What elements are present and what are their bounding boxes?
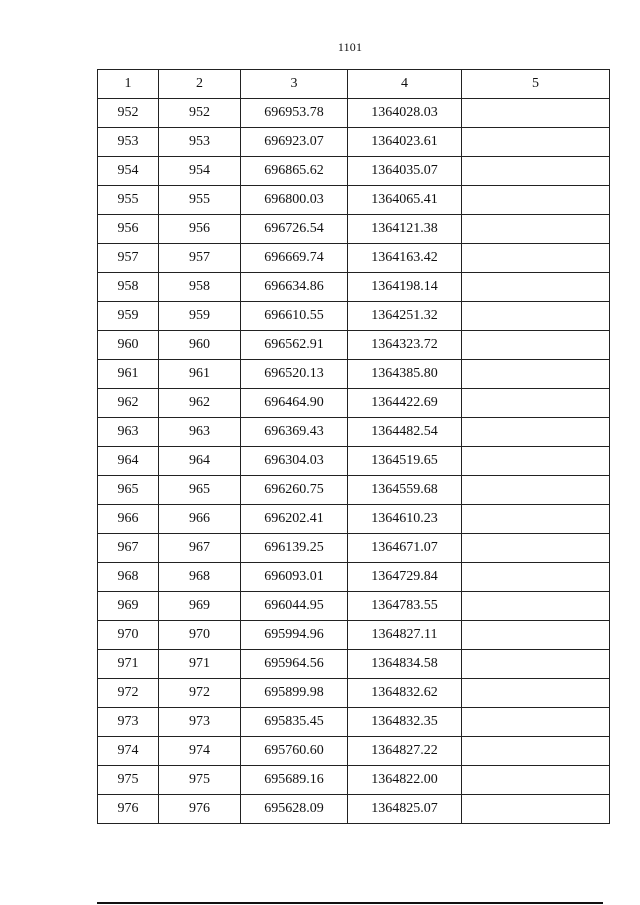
table-cell-col4: 1364163.42 bbox=[348, 244, 462, 273]
column-header-5: 5 bbox=[462, 70, 610, 99]
table-cell-col4: 1364834.58 bbox=[348, 650, 462, 679]
table-row bbox=[98, 476, 610, 505]
table-cell-col3: 695835.45 bbox=[241, 708, 348, 737]
table-cell-col1: 964 bbox=[98, 447, 159, 476]
table-cell-col2: 963 bbox=[159, 418, 241, 447]
table-cell-col1: 963 bbox=[98, 418, 159, 447]
table-cell-col1: 953 bbox=[98, 128, 159, 157]
table-row bbox=[98, 389, 610, 418]
table-cell-col2: 975 bbox=[159, 766, 241, 795]
table-cell-col2: 956 bbox=[159, 215, 241, 244]
table-row bbox=[98, 447, 610, 476]
table-cell-col2: 972 bbox=[159, 679, 241, 708]
table-cell-col4: 1364422.69 bbox=[348, 389, 462, 418]
table-cell-col1: 973 bbox=[98, 708, 159, 737]
table-row bbox=[98, 737, 610, 766]
column-header-3: 3 bbox=[241, 70, 348, 99]
table-cell-col4: 1364610.23 bbox=[348, 505, 462, 534]
table-cell-col4: 1364023.61 bbox=[348, 128, 462, 157]
table-cell-col4: 1364827.11 bbox=[348, 621, 462, 650]
table-cell-col5 bbox=[462, 650, 610, 679]
table-cell-col5 bbox=[462, 360, 610, 389]
table-row bbox=[98, 708, 610, 737]
table-cell-col5 bbox=[462, 128, 610, 157]
table-cell-col5 bbox=[462, 621, 610, 650]
table-cell-col4: 1364323.72 bbox=[348, 331, 462, 360]
column-header-4: 4 bbox=[348, 70, 462, 99]
table-cell-col1: 975 bbox=[98, 766, 159, 795]
table-cell-col3: 696800.03 bbox=[241, 186, 348, 215]
table-cell-col4: 1364729.84 bbox=[348, 563, 462, 592]
table-cell-col5 bbox=[462, 186, 610, 215]
table-cell-col2: 961 bbox=[159, 360, 241, 389]
table-row bbox=[98, 360, 610, 389]
table-cell-col4: 1364783.55 bbox=[348, 592, 462, 621]
table-row bbox=[98, 244, 610, 273]
table-cell-col3: 696634.86 bbox=[241, 273, 348, 302]
coordinates-table bbox=[97, 69, 610, 824]
table-cell-col4: 1364251.32 bbox=[348, 302, 462, 331]
column-header-1: 1 bbox=[98, 70, 159, 99]
table-cell-col2: 959 bbox=[159, 302, 241, 331]
table-cell-col4: 1364671.07 bbox=[348, 534, 462, 563]
table-cell-col5 bbox=[462, 99, 610, 128]
table-row bbox=[98, 621, 610, 650]
table-cell-col1: 959 bbox=[98, 302, 159, 331]
table-row bbox=[98, 331, 610, 360]
table-cell-col3: 696520.13 bbox=[241, 360, 348, 389]
table-row bbox=[98, 128, 610, 157]
table-cell-col1: 968 bbox=[98, 563, 159, 592]
table-cell-col4: 1364385.80 bbox=[348, 360, 462, 389]
table-cell-col2: 966 bbox=[159, 505, 241, 534]
table-cell-col4: 1364065.41 bbox=[348, 186, 462, 215]
table-row bbox=[98, 592, 610, 621]
table-cell-col5 bbox=[462, 563, 610, 592]
table-cell-col5 bbox=[462, 215, 610, 244]
column-header-2: 2 bbox=[159, 70, 241, 99]
table-cell-col1: 971 bbox=[98, 650, 159, 679]
table-cell-col3: 696202.41 bbox=[241, 505, 348, 534]
table-cell-col2: 964 bbox=[159, 447, 241, 476]
table-row bbox=[98, 186, 610, 215]
table-cell-col3: 695994.96 bbox=[241, 621, 348, 650]
table-cell-col4: 1364482.54 bbox=[348, 418, 462, 447]
table-cell-col2: 971 bbox=[159, 650, 241, 679]
table-cell-col5 bbox=[462, 273, 610, 302]
table-cell-col4: 1364822.00 bbox=[348, 766, 462, 795]
table-cell-col3: 695689.16 bbox=[241, 766, 348, 795]
table-cell-col2: 968 bbox=[159, 563, 241, 592]
table-cell-col3: 696304.03 bbox=[241, 447, 348, 476]
table-cell-col3: 696044.95 bbox=[241, 592, 348, 621]
table-cell-col5 bbox=[462, 795, 610, 824]
table-cell-col4: 1364832.62 bbox=[348, 679, 462, 708]
table-cell-col2: 973 bbox=[159, 708, 241, 737]
table-cell-col2: 953 bbox=[159, 128, 241, 157]
table-cell-col3: 695760.60 bbox=[241, 737, 348, 766]
table-cell-col5 bbox=[462, 534, 610, 563]
table-body bbox=[98, 99, 610, 824]
table-row bbox=[98, 418, 610, 447]
table-cell-col1: 972 bbox=[98, 679, 159, 708]
table-cell-col4: 1364121.38 bbox=[348, 215, 462, 244]
table-cell-col3: 696369.43 bbox=[241, 418, 348, 447]
table-cell-col5 bbox=[462, 244, 610, 273]
table-cell-col2: 965 bbox=[159, 476, 241, 505]
table-cell-col5 bbox=[462, 302, 610, 331]
table-cell-col1: 956 bbox=[98, 215, 159, 244]
table-cell-col3: 696953.78 bbox=[241, 99, 348, 128]
table-cell-col4: 1364832.35 bbox=[348, 708, 462, 737]
table-cell-col1: 974 bbox=[98, 737, 159, 766]
table-cell-col4: 1364198.14 bbox=[348, 273, 462, 302]
table-row bbox=[98, 563, 610, 592]
table-cell-col5 bbox=[462, 476, 610, 505]
table-cell-col1: 960 bbox=[98, 331, 159, 360]
table-cell-col3: 696093.01 bbox=[241, 563, 348, 592]
table-cell-col4: 1364827.22 bbox=[348, 737, 462, 766]
table-cell-col1: 970 bbox=[98, 621, 159, 650]
table-cell-col5 bbox=[462, 157, 610, 186]
table-cell-col2: 962 bbox=[159, 389, 241, 418]
table-cell-col5 bbox=[462, 418, 610, 447]
table-cell-col5 bbox=[462, 592, 610, 621]
table-cell-col5 bbox=[462, 389, 610, 418]
table-row bbox=[98, 99, 610, 128]
table-cell-col3: 696464.90 bbox=[241, 389, 348, 418]
table-row bbox=[98, 679, 610, 708]
table-row bbox=[98, 273, 610, 302]
table-row bbox=[98, 795, 610, 824]
table-cell-col1: 976 bbox=[98, 795, 159, 824]
table-cell-col1: 952 bbox=[98, 99, 159, 128]
table-cell-col3: 696923.07 bbox=[241, 128, 348, 157]
table-cell-col5 bbox=[462, 505, 610, 534]
table-row bbox=[98, 215, 610, 244]
table-cell-col2: 967 bbox=[159, 534, 241, 563]
table-cell-col1: 965 bbox=[98, 476, 159, 505]
table-cell-col3: 695628.09 bbox=[241, 795, 348, 824]
table-row bbox=[98, 157, 610, 186]
table-cell-col5 bbox=[462, 679, 610, 708]
table-cell-col2: 955 bbox=[159, 186, 241, 215]
table-row bbox=[98, 505, 610, 534]
table-cell-col1: 958 bbox=[98, 273, 159, 302]
table-cell-col2: 957 bbox=[159, 244, 241, 273]
table-cell-col2: 958 bbox=[159, 273, 241, 302]
table-cell-col3: 695964.56 bbox=[241, 650, 348, 679]
table-cell-col1: 969 bbox=[98, 592, 159, 621]
table-cell-col2: 952 bbox=[159, 99, 241, 128]
table-cell-col4: 1364028.03 bbox=[348, 99, 462, 128]
table-cell-col1: 966 bbox=[98, 505, 159, 534]
table-cell-col3: 696865.62 bbox=[241, 157, 348, 186]
table-cell-col2: 970 bbox=[159, 621, 241, 650]
table-cell-col4: 1364559.68 bbox=[348, 476, 462, 505]
table-cell-col1: 961 bbox=[98, 360, 159, 389]
table-cell-col3: 696260.75 bbox=[241, 476, 348, 505]
page-number: 1101 bbox=[337, 40, 363, 54]
table-cell-col3: 696726.54 bbox=[241, 215, 348, 244]
table-cell-col4: 1364825.07 bbox=[348, 795, 462, 824]
table-row bbox=[98, 302, 610, 331]
table-cell-col3: 695899.98 bbox=[241, 679, 348, 708]
table-cell-col3: 696562.91 bbox=[241, 331, 348, 360]
table-cell-col4: 1364035.07 bbox=[348, 157, 462, 186]
table-cell-col2: 969 bbox=[159, 592, 241, 621]
table-cell-col3: 696610.55 bbox=[241, 302, 348, 331]
table-cell-col4: 1364519.65 bbox=[348, 447, 462, 476]
table-row bbox=[98, 766, 610, 795]
table-cell-col5 bbox=[462, 447, 610, 476]
table-row bbox=[98, 534, 610, 563]
footer-rule bbox=[97, 902, 603, 904]
table-cell-col5 bbox=[462, 766, 610, 795]
table-header-row bbox=[98, 70, 610, 99]
table-cell-col1: 957 bbox=[98, 244, 159, 273]
table-cell-col2: 974 bbox=[159, 737, 241, 766]
table-cell-col2: 960 bbox=[159, 331, 241, 360]
table-cell-col5 bbox=[462, 737, 610, 766]
table-cell-col5 bbox=[462, 331, 610, 360]
table-row bbox=[98, 650, 610, 679]
table-cell-col1: 962 bbox=[98, 389, 159, 418]
table-cell-col1: 954 bbox=[98, 157, 159, 186]
table-cell-col2: 954 bbox=[159, 157, 241, 186]
table-cell-col1: 955 bbox=[98, 186, 159, 215]
table-cell-col3: 696139.25 bbox=[241, 534, 348, 563]
table-cell-col3: 696669.74 bbox=[241, 244, 348, 273]
table-cell-col1: 967 bbox=[98, 534, 159, 563]
table-cell-col5 bbox=[462, 708, 610, 737]
table-cell-col2: 976 bbox=[159, 795, 241, 824]
